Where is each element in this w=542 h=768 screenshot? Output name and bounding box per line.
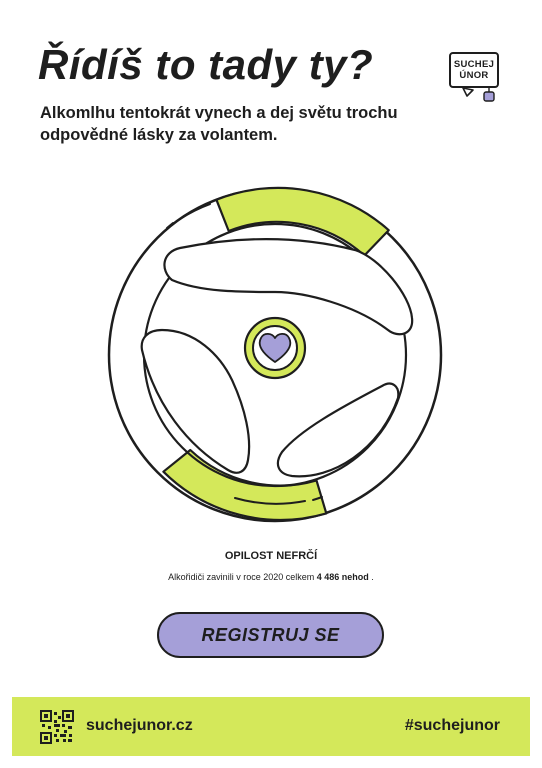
stat-prefix: Alkořidiči zavinili v roce 2020 celkem — [168, 572, 315, 582]
page-subtitle: Alkomlhu tentokrát vynech a dej světu trochu odpovědné lásky za volantem. — [40, 104, 398, 144]
page-title: Řídíš to tady ty? — [38, 41, 374, 88]
suchej-unor-logo — [449, 52, 503, 104]
steering-wheel-icon — [100, 180, 450, 530]
qr-code-icon[interactable] — [40, 710, 74, 744]
logo-tag-icon — [449, 52, 503, 104]
hashtag: #suchejunor — [404, 717, 500, 734]
logo-line-2: ÚNOR — [459, 70, 489, 81]
info-heading: OPILOST NEFRČÍ — [224, 550, 318, 562]
info-stat — [0, 572, 542, 582]
stat-value: 4 486 nehod — [316, 572, 369, 582]
logo-line-1: SUCHEJ — [453, 59, 495, 70]
footer-bar — [12, 697, 530, 756]
stat-suffix: . — [371, 572, 374, 582]
register-button[interactable]: REGISTRUJ SE — [157, 612, 384, 658]
website-link[interactable]: suchejunor.cz — [86, 717, 193, 734]
